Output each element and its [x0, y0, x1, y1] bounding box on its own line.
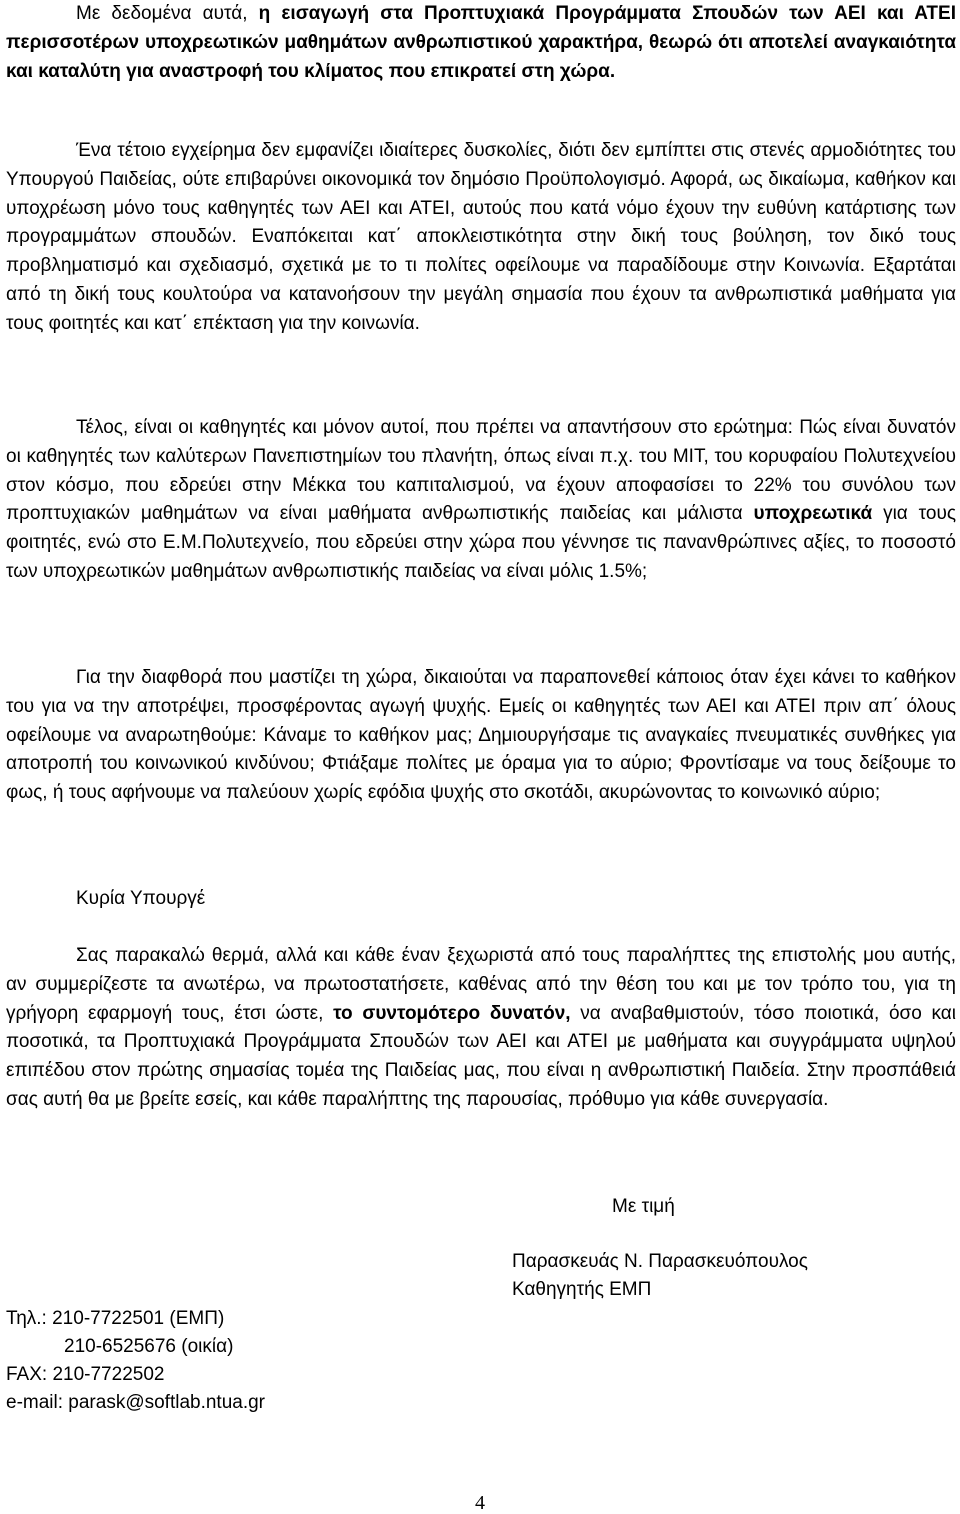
salutation-text: Κυρία Υπουργέ — [76, 888, 206, 909]
signature-closing: Με τιμή — [612, 1196, 675, 1217]
contact-phone-home: 210-6525676 (οικία) — [64, 1336, 234, 1357]
contact-fax: FAX: 210-7722502 — [6, 1364, 165, 1385]
paragraph-mit-comparison — [6, 414, 956, 587]
page-number: 4 — [475, 1492, 485, 1514]
paragraph-request-bold: το συντομότερο δυνατόν, — [333, 1002, 571, 1024]
paragraph-mit-after: για τους φοιτητές, ενώ στο Ε.Μ.Πολυτεχνείο, που εδρεύει στην χώρα που γέννησε τις πανανθρώπινες αξίες, το ποσοστό των υποχρεωτικών μαθημάτων ανθρωπιστικής παιδείας να είναι μόλις 1.5%; — [6, 503, 957, 582]
contact-phone-office: Τηλ.: 210-7722501 (ΕΜΠ) — [6, 1308, 225, 1329]
paragraph-mit-before: Τέλος, είναι οι καθηγητές και μόνον αυτοί, που πρέπει να απαντήσουν στο ερώτημα: Πώς είναι δυνατόν οι καθηγητές των καλύτερων Πανεπιστημίων του πλανήτη, όπως είναι π.χ. του ΜΙΤ, του κορυφαίου Πολυτεχνείου στον κόσμο, που εδρεύει στην Μέκκα του καπιταλισμού, να έχουν αποφασίσει το 22% του συνόλου των προπτυχιακών μαθημάτων να είναι μαθήματα ανθρωπιστικής παιδείας και μάλιστα — [6, 417, 956, 525]
paragraph-responsibility — [6, 137, 956, 339]
signature-role: Καθηγητής ΕΜΠ — [512, 1279, 652, 1300]
paragraph-introduction-bold: η εισαγωγή στα Προπτυχιακά Προγράμματα Σπουδών των ΑΕΙ και ΑΤΕΙ περισσοτέρων υποχρεωτικών μαθημάτων ανθρωπιστικού χαρακτήρα, θεωρώ ότι αποτελεί αναγκαιότητα και καταλύτη για αναστροφή του κλίματος που επικρατεί στη χώρα. — [6, 3, 956, 82]
paragraph-request-after: να αναβαθμιστούν, τόσο ποιοτικά, όσο και ποσοτικά, τα Προπτυχιακά Προγράμματα Σπουδών των ΑΕΙ και ΑΤΕΙ με μαθήματα και συγγράμματα υψηλού επιπέδου στον πρώτης σημασίας τομέα της Παιδείας μας, που είναι η ανθρωπιστική Παιδεία. Στην προσπάθειά σας αυτή θα με βρείτε εσείς, και κάθε παραλήπτης της παρουσίας, πρόθυμο για κάθε συνεργασία. — [6, 1002, 956, 1110]
paragraph-introduction — [6, 0, 956, 86]
signature-name: Παρασκευάς Ν. Παρασκευόπουλος — [512, 1251, 808, 1272]
salutation — [6, 885, 956, 913]
paragraph-corruption-text: Για την διαφθορά που μαστίζει τη χώρα, δικαιούται να παραπονεθεί κάποιος όταν έχει κάνει το καθήκον του για να την αποτρέψει, προσφέροντας αγωγή ψυχής. Εμείς οι καθηγητές των ΑΕΙ και ΑΤΕΙ πριν απ΄ όλους οφείλουμε να αναρωτηθούμε: Κάναμε το καθήκον μας; Δημιουργήσαμε τις αναγκαίες πνευματικές συνθήκες για αποτροπή του κοινωνικού κινδύνου; Φτιάξαμε πολίτες με όραμα για το αύριο; Φροντίσαμε να τους δείξουμε το φως, ή τους αφήνουμε να παλεύουν χωρίς εφόδια ψυχής στο σκοτάδι, ακυρώνοντας το κοινωνικό αύριο; — [6, 667, 956, 804]
paragraph-introduction-lead: Με δεδομένα αυτά, — [76, 3, 259, 24]
paragraph-corruption — [6, 664, 956, 808]
paragraph-mit-bold: υποχρεωτικά — [753, 503, 873, 525]
paragraph-request — [6, 942, 956, 1115]
contact-email: e-mail: parask@softlab.ntua.gr — [6, 1392, 266, 1413]
paragraph-responsibility-text: Ένα τέτοιο εγχείρημα δεν εμφανίζει ιδιαίτερες δυσκολίες, διότι δεν εμπίπτει στις στενές αρμοδιότητες του Υπουργού Παιδείας, ούτε επιβαρύνει οικονομικά τον δημόσιο Προϋπολογισμό. Αφορά, ως δικαίωμα, καθήκον και υποχρέωση μόνο τους καθηγητές των ΑΕΙ και ΑΤΕΙ, αυτούς που κατά νόμο έχουν την ευθύνη κατάρτισης των προγραμμάτων σπουδών. Εναπόκειται κατ΄ αποκλειστικότητα στην δική τους βούληση, τον δικό τους προβληματισμό και σχεδιασμό, σχετικά με το τι πολίτες οφείλουμε να παραδίδουμε στην Κοινωνία. Εξαρτάται από τη δική τους κουλτούρα να κατανοήσουν την μεγάλη σημασία που έχουν τα ανθρωπιστικά μαθήματα για τους φοιτητές και κατ΄ επέκταση για την κοινωνία. — [6, 140, 956, 334]
paragraph-request-before: Σας παρακαλώ θερμά, αλλά και κάθε έναν ξεχωριστά από τους παραλήπτες της επιστολής μου αυτής, αν συμμερίζεστε τα ανωτέρω, να πρωτοστατήσετε, καθένας από την θέση του και με τον τρόπο του, για τη γρήγορη εφαρμογή τους, έτσι ώστε, — [6, 945, 956, 1024]
